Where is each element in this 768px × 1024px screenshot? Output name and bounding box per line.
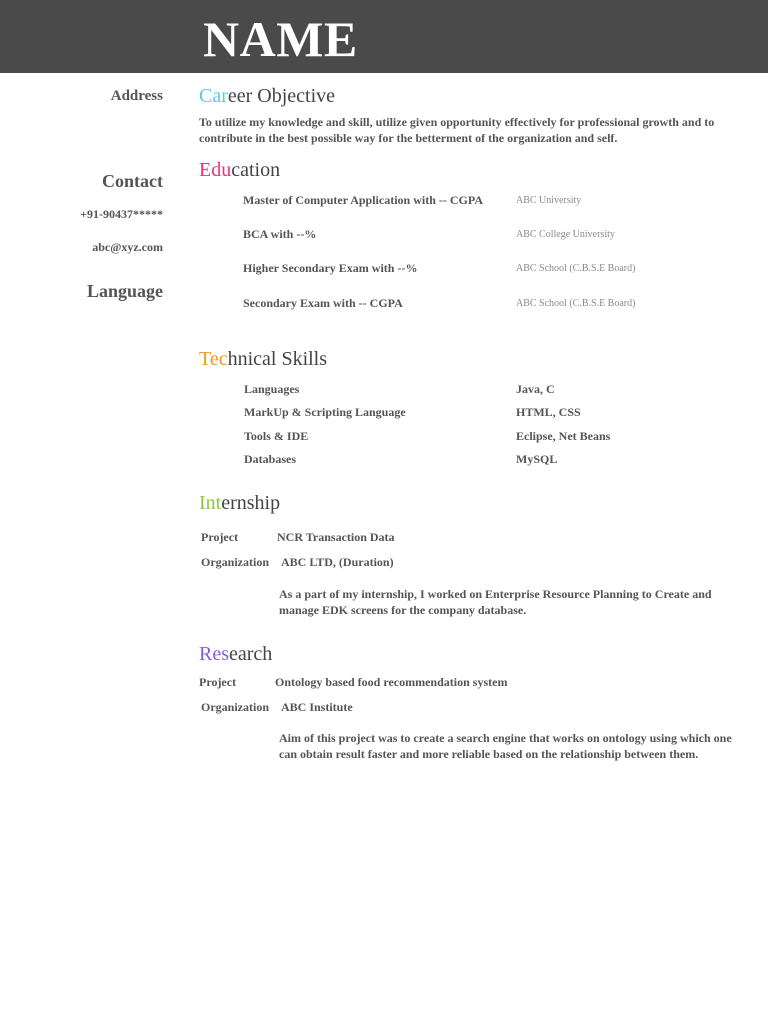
internship-heading-rest: ernship: [221, 492, 281, 514]
internship-heading: [199, 491, 280, 515]
internship-project-value: NCR Transaction Data: [277, 530, 395, 544]
research-project-label: Project: [199, 675, 237, 689]
internship-organization-value: ABC LTD, (Duration): [281, 555, 394, 569]
internship-description: As a part of my internship, I worked on Enterprise Resource Planning to Create and manage EDK screens for the company database.: [279, 587, 712, 617]
career-objective-heading: [199, 84, 335, 108]
skill-value: MySQL: [516, 452, 558, 466]
research-heading-accent: Res: [199, 643, 229, 665]
education-heading-accent: Edu: [199, 159, 232, 181]
language-label: Language: [86, 281, 163, 301]
contact-label: Contact: [102, 171, 163, 191]
internship-heading-accent: Int: [199, 492, 222, 514]
education-institution: ABC School (C.B.S.E Board): [516, 263, 636, 274]
education-degree: Secondary Exam with -- CGPA: [243, 296, 403, 310]
technical-skills-heading: [199, 347, 327, 371]
research-heading-rest: earch: [229, 643, 273, 665]
name-title: NAME: [203, 11, 358, 67]
phone-number: +91-90437*****: [80, 207, 163, 221]
research-description: Aim of this project was to create a search engine that works on ontology using which one can obtain result faster and more reliable based on the relationship between them.: [279, 731, 732, 761]
internship-organization-label: Organization: [201, 555, 269, 569]
skills-heading-rest: hnical Skills: [227, 348, 328, 370]
skill-category: Databases: [244, 452, 297, 466]
education-heading-rest: cation: [231, 159, 281, 181]
career-heading-accent: Car: [199, 85, 228, 107]
research-organization-label: Organization: [201, 700, 269, 714]
research-heading: [199, 642, 272, 666]
skill-category: Languages: [244, 382, 300, 396]
address-label: Address: [110, 88, 163, 104]
career-heading-rest: eer Objective: [227, 85, 336, 107]
skill-value: HTML, CSS: [516, 405, 581, 419]
education-institution: ABC University: [516, 195, 582, 206]
education-heading: [199, 158, 280, 182]
education-institution: ABC School (C.B.S.E Board): [516, 298, 636, 309]
education-degree: Higher Secondary Exam with --%: [243, 261, 418, 275]
skill-value: Java, C: [516, 382, 555, 396]
education-degree: Master of Computer Application with -- CGPA: [243, 193, 483, 207]
education-degree: BCA with --%: [243, 227, 317, 241]
skills-heading-accent: Tec: [199, 348, 228, 370]
internship-project-label: Project: [201, 530, 239, 544]
research-project-value: Ontology based food recommendation system: [275, 675, 508, 689]
skill-category: MarkUp & Scripting Language: [244, 405, 406, 419]
skill-category: Tools & IDE: [244, 429, 309, 443]
career-objective-text: To utilize my knowledge and skill, utilize given opportunity effectively for professional growth and to contribute in the best possible way for the betterment of the organization and self.: [199, 115, 715, 145]
research-organization-value: ABC Institute: [281, 700, 353, 714]
skill-value: Eclipse, Net Beans: [516, 429, 611, 443]
email-address: abc@xyz.com: [92, 240, 163, 254]
header-bar: [0, 0, 768, 73]
education-institution: ABC College University: [516, 229, 615, 240]
